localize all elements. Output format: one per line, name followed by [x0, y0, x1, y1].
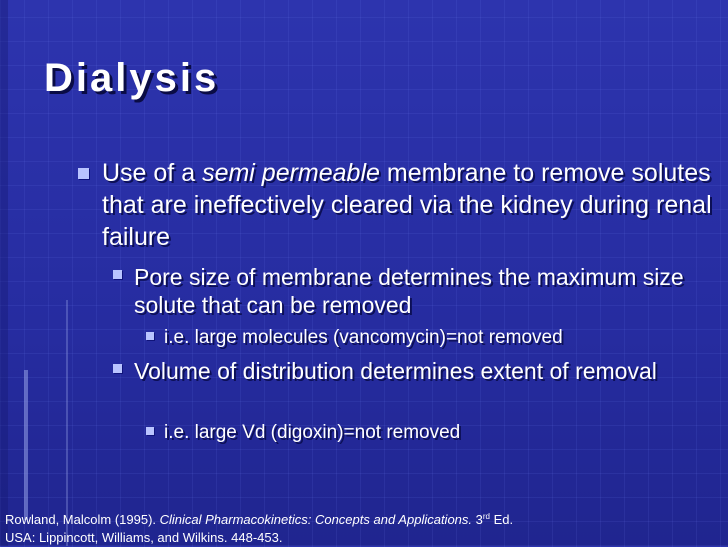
bullet-text: Use of a [102, 159, 203, 187]
square-bullet-icon [113, 364, 122, 373]
bullet-level-1 [102, 157, 712, 253]
decorative-line [24, 370, 28, 520]
citation-book-title: Clinical Pharmacokinetics: Concepts and Applications. [159, 512, 473, 527]
citation-edition-suffix: Ed. [490, 512, 514, 527]
left-edge-shade [0, 0, 8, 546]
citation-edition: 3 [472, 512, 483, 527]
citation-authors: Rowland, Malcolm (1995). [5, 512, 160, 527]
square-bullet-icon [146, 427, 154, 435]
square-bullet-icon [113, 270, 122, 279]
slide-title: Dialysis [44, 56, 220, 100]
bullet-level-2: Pore size of membrane determines the maximum size solute that can be removed [134, 264, 684, 318]
bullet-level-2: Volume of distribution determines extent of removal [134, 358, 657, 384]
square-bullet-icon [78, 168, 89, 179]
square-bullet-icon [146, 332, 154, 340]
bullet-level-3: i.e. large Vd (digoxin)=not removed [164, 422, 461, 443]
bullet-level-3: i.e. large molecules (vancomycin)=not removed [164, 327, 563, 348]
citation [5, 508, 705, 547]
citation-publisher: USA: Lippincott, Williams, and Wilkins. 448-453. [5, 530, 283, 545]
citation-edition-ordinal: rd [482, 512, 490, 521]
emphasis-text: semi permeable [202, 159, 380, 187]
bullet-text: membrane to remove solutes that are ineffectively cleared via the kidney during renal failure [102, 159, 712, 251]
